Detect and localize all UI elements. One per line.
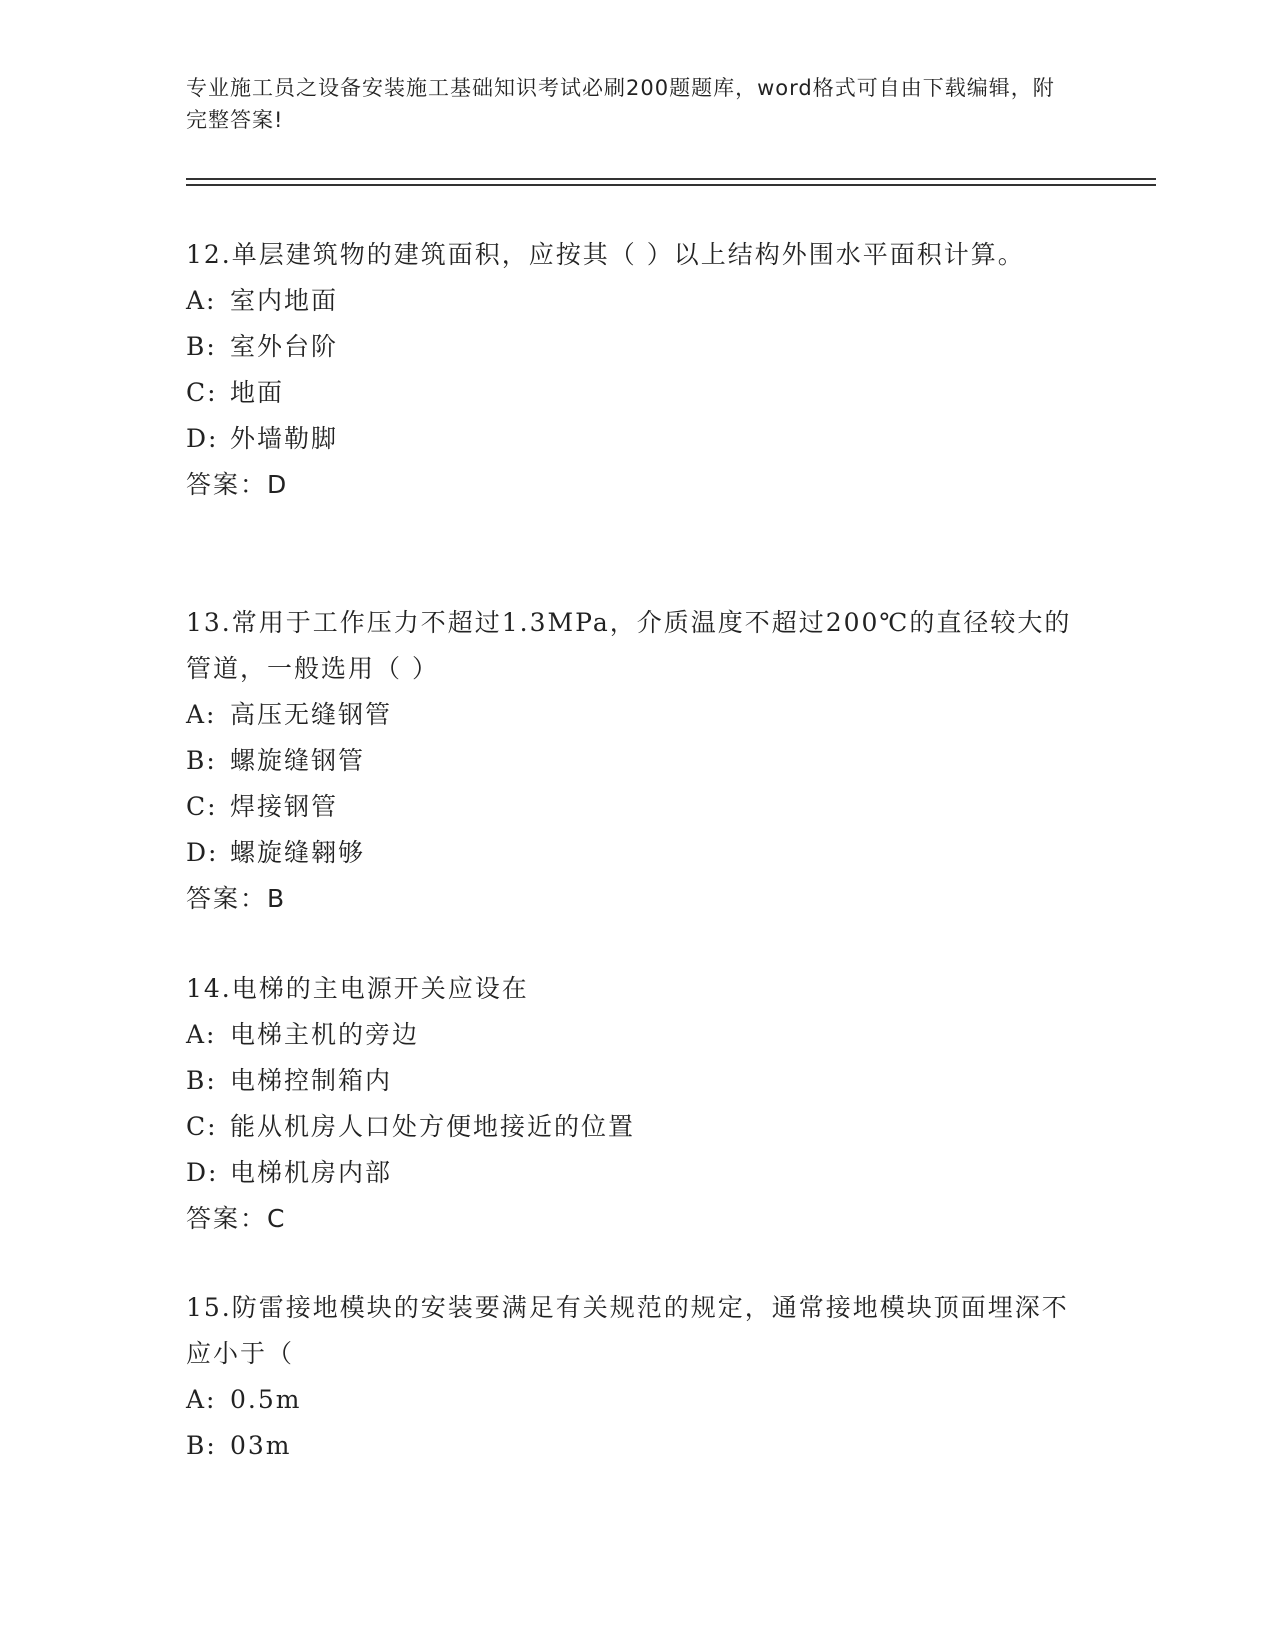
option-letter: D:	[186, 1158, 219, 1187]
option-text: 焊接钢管	[230, 792, 339, 821]
option-letter: C:	[186, 792, 218, 821]
question-13	[186, 600, 1086, 922]
question-15	[186, 1285, 1086, 1469]
option-letter: A:	[186, 700, 217, 729]
document-header	[186, 72, 1066, 136]
option-b	[186, 1423, 1086, 1469]
option-text: 室内地面	[230, 286, 339, 315]
option-c	[186, 784, 1086, 830]
option-letter: B:	[186, 1066, 217, 1095]
answer-line: 答案：B	[186, 884, 287, 913]
option-d	[186, 830, 1086, 876]
question-text: 15.防雷接地模块的安装要满足有关规范的规定，通常接地模块顶面埋深不应小于（	[186, 1293, 1069, 1368]
option-text: 电梯控制箱内	[230, 1066, 393, 1095]
option-text: 电梯主机的旁边	[230, 1020, 420, 1049]
option-text: 高压无缝钢管	[230, 700, 393, 729]
question-text: 13.常用于工作压力不超过1.3MPa，介质温度不超过200℃的直径较大的管道，一般选用（ ）	[186, 608, 1072, 683]
option-text: 0.5m	[230, 1385, 302, 1414]
option-text: 电梯机房内部	[230, 1158, 393, 1187]
option-a	[186, 278, 1086, 324]
option-b	[186, 738, 1086, 784]
header-divider-top	[186, 178, 1156, 180]
option-text: 外墙勒脚	[230, 424, 339, 453]
option-letter: B:	[186, 746, 217, 775]
answer-line: 答案：C	[186, 1204, 287, 1233]
option-c	[186, 1104, 1086, 1150]
answer-line: 答案：D	[186, 470, 289, 499]
option-letter: B:	[186, 332, 217, 361]
option-letter: A:	[186, 1020, 217, 1049]
question-text: 14.电梯的主电源开关应设在	[186, 974, 529, 1003]
option-letter: A:	[186, 1385, 217, 1414]
option-letter: D:	[186, 838, 219, 867]
option-letter: B:	[186, 1431, 217, 1460]
header-divider-bottom	[186, 184, 1156, 186]
option-a	[186, 692, 1086, 738]
option-letter: D:	[186, 424, 219, 453]
option-text: 地面	[230, 378, 285, 407]
option-text: 室外台阶	[230, 332, 339, 361]
option-b	[186, 1058, 1086, 1104]
option-text: 螺旋缝钢管	[230, 746, 366, 775]
question-text: 12.单层建筑物的建筑面积，应按其（ ）以上结构外围水平面积计算。	[186, 240, 1025, 269]
option-letter: A:	[186, 286, 217, 315]
header-title: 专业施工员之设备安装施工基础知识考试必刷200题题库，word格式可自由下载编辑，附完整答案!	[186, 76, 1055, 132]
option-text: 螺旋缝翱够	[230, 838, 366, 867]
option-text: 03m	[230, 1431, 292, 1460]
question-12	[186, 232, 1086, 508]
option-letter: C:	[186, 378, 218, 407]
option-a	[186, 1012, 1086, 1058]
option-d	[186, 1150, 1086, 1196]
option-text: 能从机房人口处方便地接近的位置	[230, 1112, 636, 1141]
option-a	[186, 1377, 1086, 1423]
question-14	[186, 966, 1086, 1242]
option-b	[186, 324, 1086, 370]
option-d	[186, 416, 1086, 462]
option-letter: C:	[186, 1112, 218, 1141]
option-c	[186, 370, 1086, 416]
